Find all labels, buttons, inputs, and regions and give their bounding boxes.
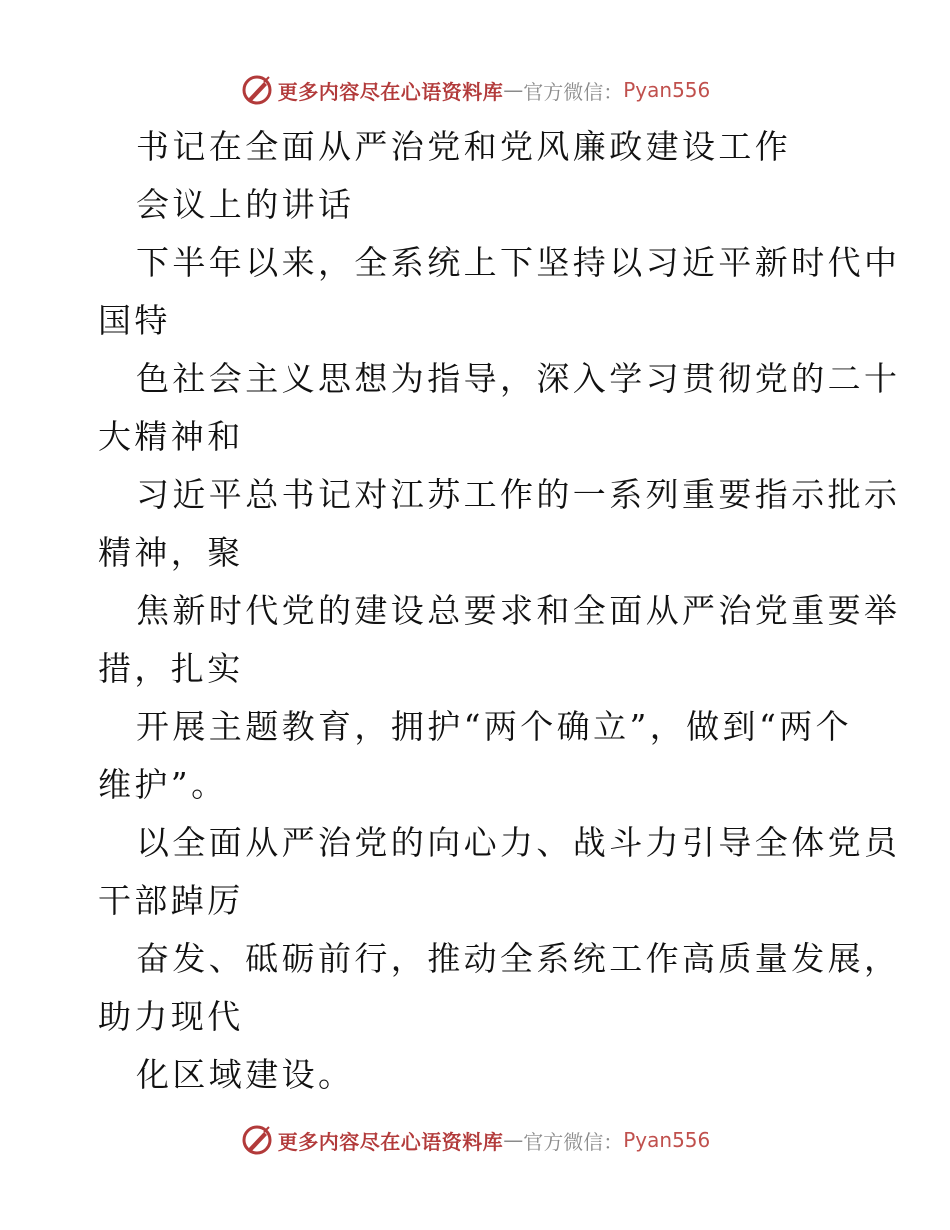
title-line-1: 书记在全面从严治党和党风廉政建设工作 xyxy=(136,127,792,166)
footer-wechat-handle: Pyan556 xyxy=(623,1128,711,1152)
title-line-2: 会议上的讲话 xyxy=(136,185,355,224)
footer-dash: — xyxy=(503,1128,524,1152)
body-line: 国特 xyxy=(98,301,171,340)
header-wechat-handle: Pyan556 xyxy=(623,78,711,102)
header-wechat-label: 官方微信： xyxy=(523,79,624,104)
body-line: 助力现代 xyxy=(98,997,244,1036)
body-line: 习近平总书记对江苏工作的一系列重要指示批示 xyxy=(136,475,901,514)
body-line: 化区域建设。 xyxy=(136,1055,355,1094)
body-line: 大精神和 xyxy=(98,417,244,456)
footer-watermark xyxy=(0,1120,950,1160)
body-line: 干部踔厉 xyxy=(98,881,244,920)
body-line: 维护”。 xyxy=(98,765,228,804)
body-line: 以全面从严治党的向心力、战斗力引导全体党员 xyxy=(136,823,901,862)
document-body xyxy=(98,118,901,1104)
body-line: 奋发、砥砺前行，推动全系统工作高质量发展， xyxy=(136,939,901,978)
body-line: 开展主题教育，拥护“两个确立”，做到“两个 xyxy=(136,707,853,746)
body-line: 色社会主义思想为指导，深入学习贯彻党的二十 xyxy=(136,359,901,398)
body-line: 精神，聚 xyxy=(98,533,244,572)
body-line: 措，扎实 xyxy=(98,649,244,688)
footer-site-name: 更多内容尽在心语资料库 xyxy=(277,1129,504,1154)
pen-logo-icon xyxy=(240,1123,274,1157)
pen-logo-icon xyxy=(240,73,274,107)
body-line: 焦新时代党的建设总要求和全面从严治党重要举 xyxy=(136,591,901,630)
body-line: 下半年以来，全系统上下坚持以习近平新时代中 xyxy=(136,243,901,282)
footer-wechat-label: 官方微信： xyxy=(523,1129,624,1154)
header-dash: — xyxy=(503,78,524,102)
header-watermark xyxy=(0,70,950,110)
header-site-name: 更多内容尽在心语资料库 xyxy=(277,79,504,104)
